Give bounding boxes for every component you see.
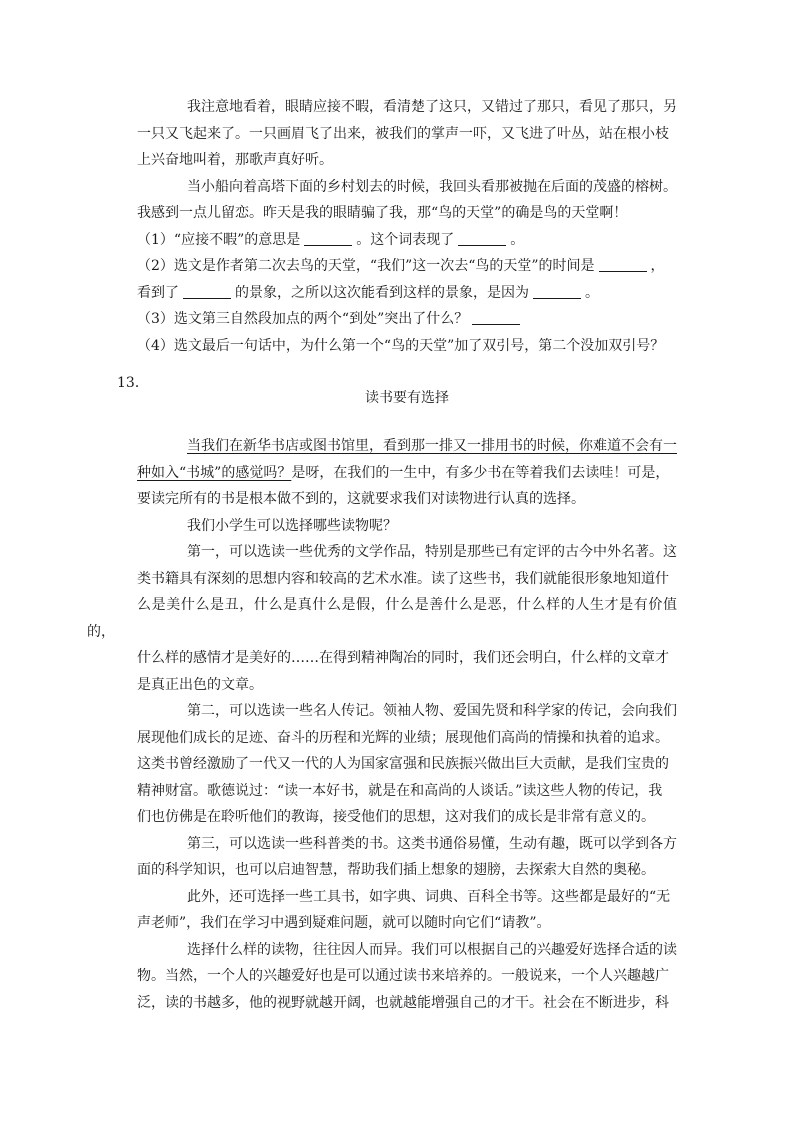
answer-blank[interactable] <box>472 310 520 325</box>
spacer <box>137 411 677 433</box>
text-line: 第三，可以选读一些科普类的书。这类书通俗易懂，生动有趣，既可以学到各方 <box>187 835 677 852</box>
passage2-paragraph-7 <box>137 937 677 1017</box>
text-line: 精神财富。歌德说过：“读一本好书，就是在和高尚的人谈话。”读这些人物的传记，我 <box>137 782 663 799</box>
answer-blank[interactable] <box>304 231 352 246</box>
text-line: 一只又飞起来了。一只画眉飞了出来，被我们的掌声一吓，又飞进了叶丛，站在根小枝 <box>137 125 669 142</box>
text-line: 我感到一点儿留恋。昨天是我的眼睛骗了我，那“鸟的天堂”的确是鸟的天堂啊！ <box>137 205 628 221</box>
question-text: （2）选文是作者第二次去鸟的天堂，“我们”这一次去“鸟的天堂”的时间是 <box>137 258 595 274</box>
passage-1 <box>137 94 677 227</box>
text-fragment: 是呀，在我们的一生中，有多少书在等着我们去读哇！可是， <box>291 464 670 481</box>
underlined-sentence: 种如入“书城”的感觉吗？ <box>137 464 292 481</box>
text-line: 泛，读的书越多，他的视野就越开阔，也就越能增强自己的才干。社会在不断进步，科 <box>137 994 669 1011</box>
passage-title: 读书要有选择 <box>365 390 449 406</box>
question-text: （3）选文第三自然段加点的两个“到处”突出了什么？ <box>137 311 469 327</box>
passage1-paragraph-2 <box>137 174 677 227</box>
text-line: 展现他们成长的足迹、奋斗的历程和光辉的业绩；展现他们高尚的情操和执着的追求。 <box>137 729 669 746</box>
text-line: 我注意地看着，眼睛应接不暇，看清楚了这只，又错过了那只，看见了那只，另 <box>187 99 677 115</box>
answer-blank[interactable] <box>533 284 581 299</box>
question-text: 。 <box>510 231 525 248</box>
question-text: （1）“应接不暇”的意思是 <box>137 231 301 248</box>
question-number-row <box>137 359 677 385</box>
question-number: 13． <box>117 375 149 391</box>
text-line: 上兴奋地叫着，那歌声真好听。 <box>137 152 333 168</box>
passage1-paragraph-1 <box>137 94 677 174</box>
question-text: 。 <box>585 284 599 301</box>
question-list <box>137 227 677 360</box>
text-line: 们也仿佛是在聆听他们的教诲，接受他们的思想，这对我们的成长是非常有意义的。 <box>137 809 655 825</box>
text-line: 什么样的感情才是美好的……在得到精神陶冶的同时，我们还会明白，什么样的文章才 <box>137 650 669 666</box>
passage2-paragraph-4 <box>137 698 677 831</box>
question-2 <box>137 253 677 306</box>
question-text: ， <box>650 258 665 274</box>
question-text: 的景象，之所以这次能看到这样的景象，是因为 <box>235 284 529 301</box>
question-1 <box>137 227 677 254</box>
text-line: 此外，还可选择一些工具书，如字典、词典、百科全书等。这些都是最好的“无 <box>187 888 671 905</box>
passage2-paragraph-1 <box>137 433 677 513</box>
passage2-paragraph-5 <box>137 831 677 884</box>
text-line <box>87 460 669 487</box>
passage2-paragraph-3 <box>87 539 677 698</box>
text-line: 面的科学知识，也可以启迪智慧，帮助我们插上想象的翅膀，去探索大自然的奥秘。 <box>137 862 655 878</box>
question-text: 看到了 <box>137 284 179 301</box>
answer-blank[interactable] <box>458 231 506 246</box>
question-3 <box>137 306 677 333</box>
question-text: 。这个词表现了 <box>356 231 455 248</box>
text-line: 第一，可以选读一些优秀的文学作品，特别是那些已有定评的古今中外名著。这 <box>187 544 677 560</box>
passage2-paragraph-2: 我们小学生可以选择哪些读物呢？ <box>187 517 397 534</box>
text-line: 第二，可以选读一些名人传记。领袖人物、爱国先贤和科学家的传记，会向我们 <box>187 703 677 719</box>
text-line: 声老师”，我们在学习中遇到疑难问题，就可以随时向它们“请教”。 <box>137 915 551 931</box>
text-line: 物。当然，一个人的兴趣爱好也是可以通过读书来培养的。一般说来，一个人兴趣越广 <box>137 968 669 984</box>
passage-2 <box>87 433 677 1016</box>
text-line: 这类书曾经激励了一代又一代的人为国家富强和民族振兴做出巨大贡献，是我们宝贵的 <box>137 756 669 772</box>
answer-blank[interactable] <box>183 284 231 299</box>
answer-blank[interactable] <box>599 257 647 272</box>
text-line: 当小船向着高塔下面的乡村划去的时候，我回头看那被抛在后面的茂盛的榕树。 <box>187 178 677 195</box>
text-line: 类书籍具有深刻的思想内容和较高的艺术水准。读了这些书，我们就能很形象地知道什 <box>137 570 669 587</box>
question-4 <box>137 333 677 360</box>
text-line: 么是美什么是丑，什么是真什么是假，什么是善什么是恶，什么样的人生才是有价值的， <box>87 597 677 640</box>
text-line: 是真正出色的文章。 <box>137 676 263 693</box>
text-line: 要读完所有的书是根本做不到的，这就要求我们对读物进行认真的选择。 <box>137 491 585 507</box>
text-line: 选择什么样的读物，往往因人而异。我们可以根据自己的兴趣爱好选择合适的读 <box>187 941 677 958</box>
underlined-sentence: 当我们在新华书店或图书馆里，看到那一排又一排用书的时候，你难道不会有一 <box>187 438 677 454</box>
passage2-paragraph-6 <box>137 884 677 937</box>
question-text: （4）选文最后一句话中，为什么第一个“鸟的天堂”加了双引号，第二个没加双引号？ <box>137 337 665 354</box>
